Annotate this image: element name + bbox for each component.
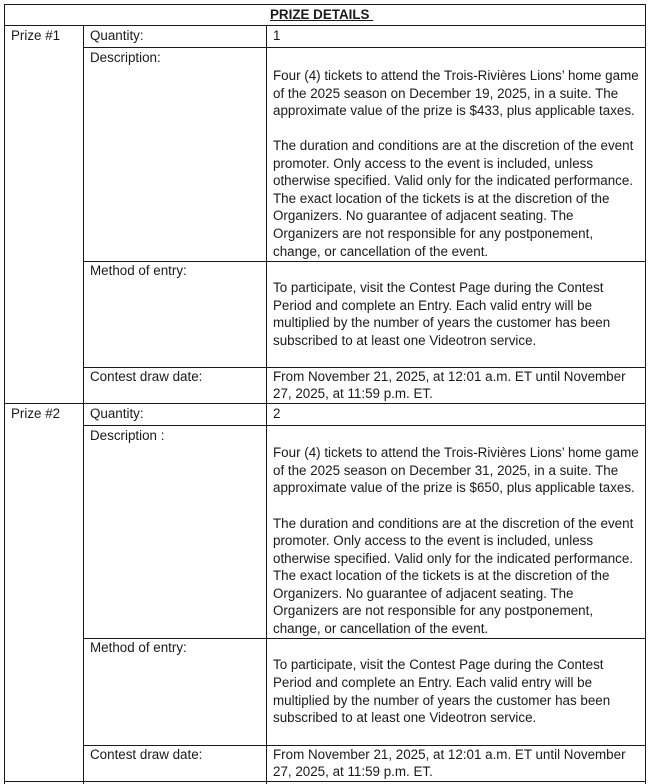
text-line: change, or cancellation of the event.: [273, 244, 489, 259]
prize1-bottom: [4, 403, 646, 404]
text-line: The exact location of the tickets is at the discretion of the: [273, 568, 610, 583]
text-line: Organizers. No guarantee of adjacent seating. The: [273, 208, 574, 223]
description-label: Description:: [90, 50, 161, 65]
prize2-bottom: [4, 781, 646, 782]
table-left-border: [4, 4, 5, 784]
method-label: Method of entry:: [90, 640, 187, 655]
method-label: Method of entry:: [90, 263, 187, 278]
quantity-value: 1: [273, 28, 281, 43]
text-line: The duration and conditions are at the discretion of the event: [273, 138, 634, 153]
text-line: approximate value of the prize is $433, plus applicable taxes.: [273, 103, 635, 118]
text-line: Organizers are not responsible for any postponement,: [273, 226, 594, 241]
col-divider-2: [266, 25, 267, 784]
quantity-value: 2: [273, 406, 281, 421]
prize-label: Prize #2: [11, 406, 61, 421]
text-line: of the 2025 season on December 31, 2025, in a suite. The: [273, 463, 619, 478]
text-line: multiplied by the number of years the customer has been: [273, 693, 611, 708]
text-line: The duration and conditions are at the discretion of the event: [273, 516, 634, 531]
text-line: To participate, visit the Contest Page during the Contest: [273, 657, 604, 672]
text-line: Organizers are not responsible for any postponement,: [273, 603, 594, 618]
quantity-label: Quantity:: [90, 406, 144, 421]
table-top-border: [4, 4, 646, 5]
text-line: 27, 2025, at 11:59 p.m. ET.: [273, 386, 433, 401]
col-divider-1: [83, 25, 84, 784]
text-line: To participate, visit the Contest Page during the Contest: [273, 280, 604, 295]
description-label: Description :: [90, 428, 165, 443]
draw-date-label: Contest draw date:: [90, 747, 203, 762]
text-line: subscribed to at least one Videotron service.: [273, 710, 537, 725]
text-line: otherwise specified. Valid only for the indicated performance.: [273, 173, 634, 188]
text-line: otherwise specified. Valid only for the indicated performance.: [273, 551, 634, 566]
text-line: From November 21, 2025, at 12:01 a.m. ET until November: [273, 747, 626, 762]
text-line: change, or cancellation of the event.: [273, 621, 489, 636]
p1-quantity-bottom: [83, 47, 646, 48]
text-line: Organizers. No guarantee of adjacent seating. The: [273, 586, 574, 601]
text-line: Four (4) tickets to attend the Trois-Rivières Lions’ home game: [273, 68, 639, 83]
text-line: Four (4) tickets to attend the Trois-Rivières Lions’ home game: [273, 445, 639, 460]
text-line: Period and complete an Entry. Each valid entry will be: [273, 675, 593, 690]
table-right-border: [645, 4, 646, 784]
p2-quantity-bottom: [83, 425, 646, 426]
text-line: multiplied by the number of years the customer has been: [273, 315, 611, 330]
text-line: of the 2025 season on December 19, 2025, in a suite. The: [273, 86, 619, 101]
prize-label: Prize #1: [11, 28, 61, 43]
text-line: 27, 2025, at 11:59 p.m. ET.: [273, 764, 433, 779]
text-line: approximate value of the prize is $650, plus applicable taxes.: [273, 480, 635, 495]
text-line: Period and complete an Entry. Each valid entry will be: [273, 298, 593, 313]
page-title: PRIZE DETAILS: [270, 7, 374, 22]
header-bottom-border: [4, 25, 646, 26]
text-line: subscribed to at least one Videotron service.: [273, 333, 537, 348]
text-line: From November 21, 2025, at 12:01 a.m. ET until November: [273, 369, 626, 384]
quantity-label: Quantity:: [90, 28, 144, 43]
text-line: The exact location of the tickets is at the discretion of the: [273, 191, 610, 206]
text-line: promoter. Only access to the event is included, unless: [273, 156, 594, 171]
text-line: promoter. Only access to the event is included, unless: [273, 533, 594, 548]
draw-date-label: Contest draw date:: [90, 369, 203, 384]
